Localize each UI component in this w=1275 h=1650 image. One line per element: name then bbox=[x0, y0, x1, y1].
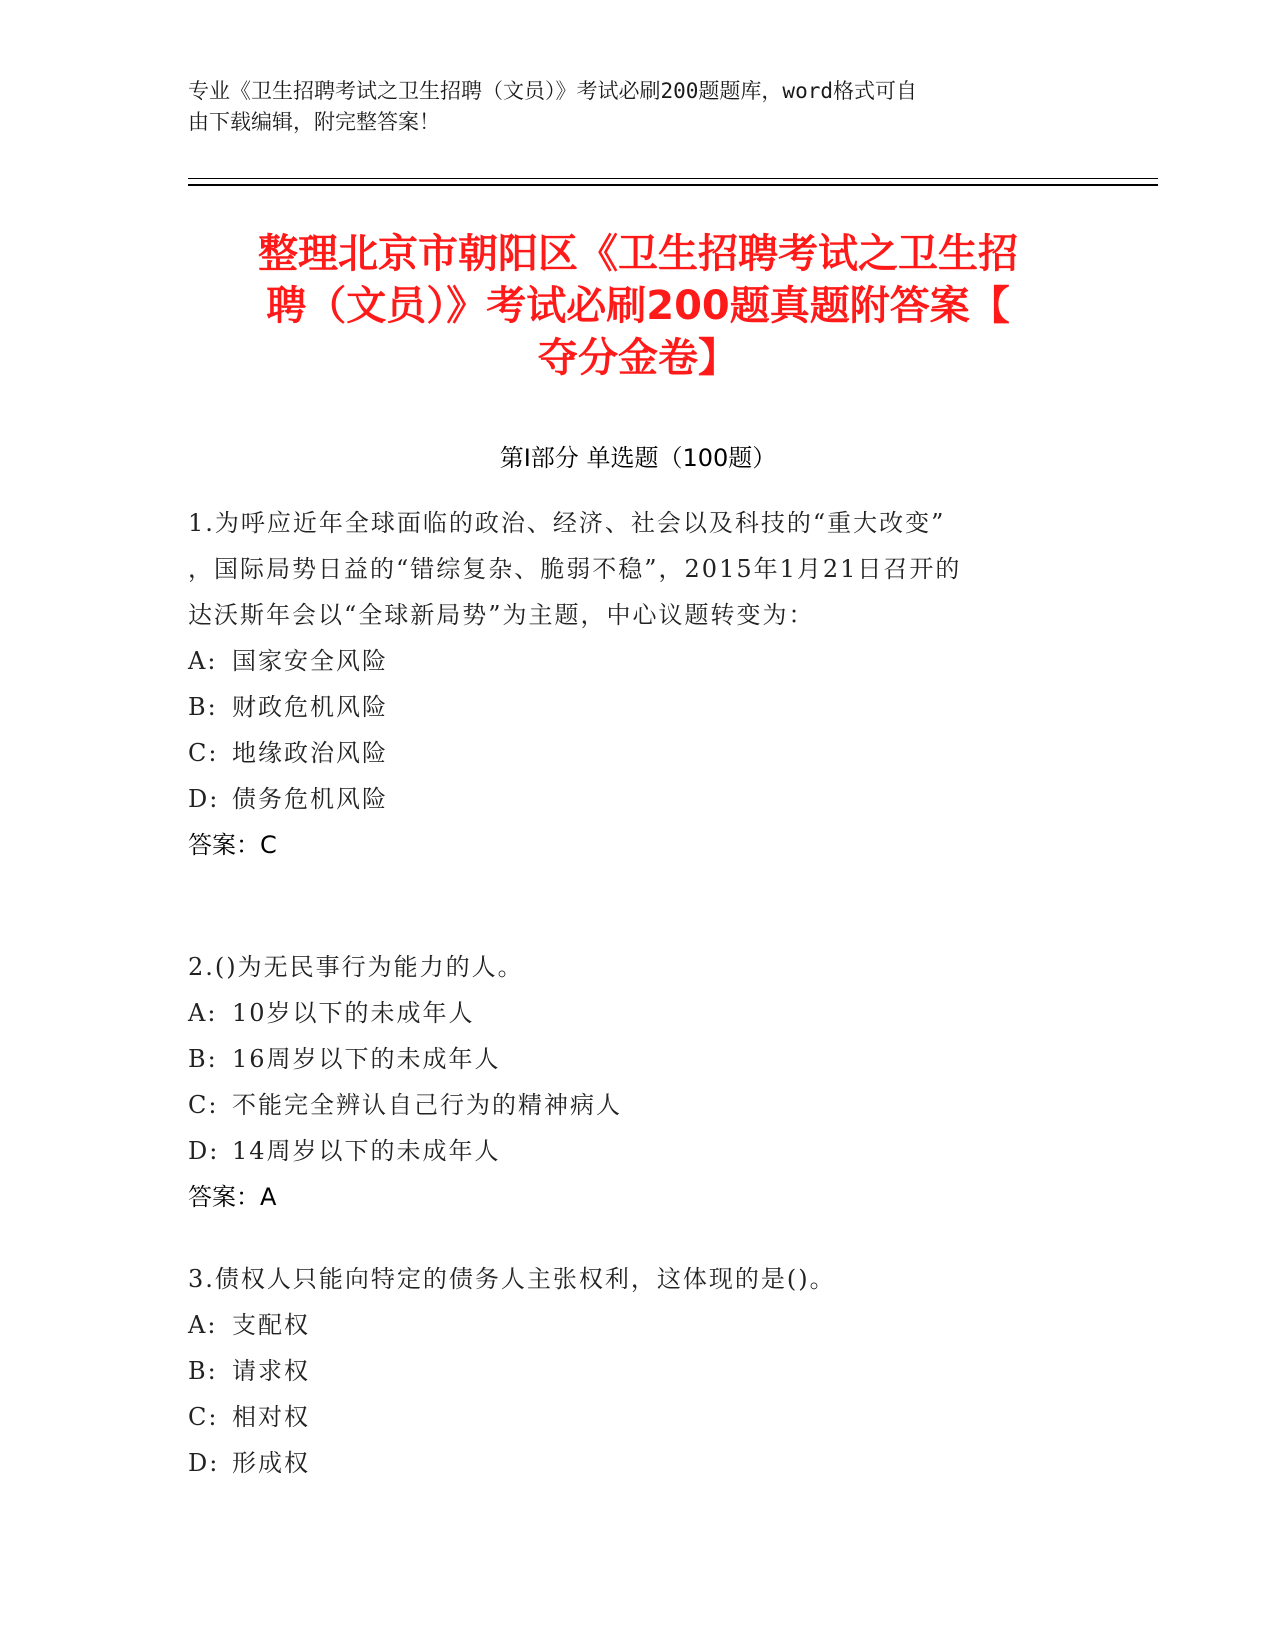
option-b bbox=[188, 1036, 1088, 1082]
option-b bbox=[188, 684, 1088, 730]
option-key: A: bbox=[188, 999, 218, 1027]
option-c bbox=[188, 1394, 1088, 1440]
option-text: 地缘政治风险 bbox=[232, 739, 388, 767]
option-key: C: bbox=[188, 1091, 219, 1119]
option-key: A: bbox=[188, 647, 218, 675]
option-d bbox=[188, 776, 1088, 822]
question-3 bbox=[188, 1256, 1088, 1486]
header-divider-thick bbox=[188, 184, 1158, 186]
stem-line: ，国际局势日益的“错综复杂、脆弱不稳”，2015年1月21日召开的 bbox=[188, 555, 962, 583]
option-key: D: bbox=[188, 785, 220, 813]
option-text: 国家安全风险 bbox=[232, 647, 388, 675]
option-text: 形成权 bbox=[232, 1449, 310, 1477]
option-c bbox=[188, 730, 1088, 776]
question-stem bbox=[188, 500, 1088, 638]
option-text: 支配权 bbox=[232, 1311, 310, 1339]
answer-line: 答案：A bbox=[188, 1183, 277, 1211]
option-c bbox=[188, 1082, 1088, 1128]
intro-line: 由下载编辑，附完整答案！ bbox=[188, 110, 440, 134]
question-2 bbox=[188, 944, 1088, 1220]
section-heading: 第Ⅰ部分 单选题（100题） bbox=[499, 444, 777, 472]
option-b bbox=[188, 1348, 1088, 1394]
title-line: 夺分金卷】 bbox=[538, 335, 738, 381]
intro-text bbox=[188, 76, 1068, 138]
question-stem bbox=[188, 1256, 1088, 1302]
option-key: A: bbox=[188, 1311, 218, 1339]
option-key: B: bbox=[188, 1357, 218, 1385]
option-key: D: bbox=[188, 1137, 220, 1165]
option-d bbox=[188, 1440, 1088, 1486]
option-text: 财政危机风险 bbox=[232, 693, 388, 721]
option-key: D: bbox=[188, 1449, 220, 1477]
document-title bbox=[188, 228, 1088, 384]
title-line: 整理北京市朝阳区《卫生招聘考试之卫生招 bbox=[258, 231, 1018, 277]
question-stem bbox=[188, 944, 1088, 990]
header-divider-thin bbox=[188, 178, 1158, 179]
option-a bbox=[188, 990, 1088, 1036]
option-text: 不能完全辨认自己行为的精神病人 bbox=[232, 1091, 622, 1119]
stem-line: 1.为呼应近年全球面临的政治、经济、社会以及科技的“重大改变” bbox=[188, 509, 946, 537]
option-key: C: bbox=[188, 1403, 219, 1431]
option-text: 债务危机风险 bbox=[232, 785, 388, 813]
option-key: B: bbox=[188, 1045, 218, 1073]
option-key: B: bbox=[188, 693, 218, 721]
stem-line: 2.()为无民事行为能力的人。 bbox=[188, 953, 524, 981]
option-text: 16周岁以下的未成年人 bbox=[232, 1045, 501, 1073]
option-key: C: bbox=[188, 739, 219, 767]
intro-line: 专业《卫生招聘考试之卫生招聘（文员）》考试必刷200题题库，word格式可自 bbox=[188, 79, 917, 103]
question-1 bbox=[188, 500, 1088, 868]
stem-line: 3.债权人只能向特定的债务人主张权利，这体现的是()。 bbox=[188, 1265, 836, 1293]
title-line: 聘（文员）》考试必刷200题真题附答案【 bbox=[266, 283, 1010, 329]
option-text: 10岁以下的未成年人 bbox=[232, 999, 475, 1027]
answer-line: 答案：C bbox=[188, 831, 277, 859]
option-text: 14周岁以下的未成年人 bbox=[232, 1137, 501, 1165]
option-d bbox=[188, 1128, 1088, 1174]
option-a bbox=[188, 638, 1088, 684]
option-a bbox=[188, 1302, 1088, 1348]
option-text: 请求权 bbox=[232, 1357, 310, 1385]
stem-line: 达沃斯年会以“全球新局势”为主题，中心议题转变为： bbox=[188, 601, 815, 629]
option-text: 相对权 bbox=[232, 1403, 310, 1431]
